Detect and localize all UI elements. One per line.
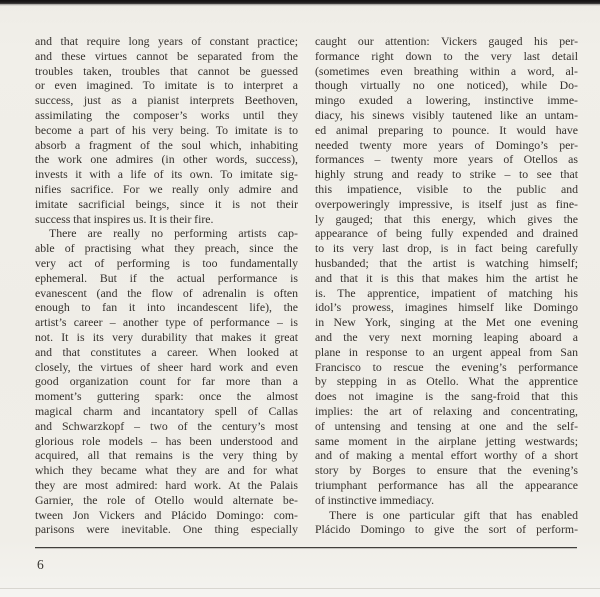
text-line: implies: the art of relaxing and concentrating, <box>315 403 578 418</box>
text-line: story by Borges to ensure that the evening’s <box>315 463 578 478</box>
text-line: which they became what they are and for what <box>35 463 298 478</box>
text-line: ly gauged; that this energy, which gives the <box>315 211 578 226</box>
text-line: of untensing and tensing at one and the self- <box>315 418 578 433</box>
text-line: and that require long years of constant practice; <box>35 34 298 48</box>
text-line: highly strung and ready to strike – to see that <box>315 167 578 182</box>
text-line: they are most admired: hard work. At the Palais <box>35 477 298 492</box>
text-line: success, just as a pianist interprets Beethoven, <box>35 93 298 108</box>
text-line: parisons were inevitable. One thing especially <box>35 522 298 537</box>
text-line: There are really no performing artists cap- <box>49 226 298 241</box>
text-line: mingo exuded a lowering, instinctive imme- <box>315 93 578 108</box>
text-column-left <box>35 34 298 537</box>
text-line: tween Jon Vickers and Plácido Domingo: com- <box>35 507 298 522</box>
text-line: triumphant performance has all the appearance <box>315 477 578 492</box>
text-line: though virtually no one noticed), while Do- <box>315 78 578 93</box>
text-line: moment’s guttering spark: once the almost <box>35 389 298 404</box>
text-line: closely, the virtues of sheer hard work and even <box>35 359 298 374</box>
text-line: and that constitutes a career. When looked at <box>35 344 298 359</box>
text-line: absorb a fragment of the soul which, inhabiting <box>35 137 298 152</box>
text-line: imitate sacrificial beings, since it is not their <box>35 196 298 211</box>
text-line: very act of performing is too fundamentally <box>35 255 298 270</box>
text-line: invests it with a life of its own. To imitate sig- <box>35 167 298 182</box>
text-line: Francisco to rescue the evening’s performance <box>315 359 578 374</box>
text-line: formances – twenty more years of Otellos as <box>315 152 578 167</box>
text-line: There is one particular gift that has enabled <box>329 507 578 522</box>
text-line: troubles taken, troubles that cannot be guessed <box>35 63 298 78</box>
text-line: magical charm and incantatory spell of Callas <box>35 403 298 418</box>
text-line: in New York, singing at the Met one evening <box>315 315 578 330</box>
scan-edge-top-shadow <box>0 4 600 6</box>
text-line: and these virtues cannot be separated from the <box>35 48 298 63</box>
text-line: evanescent (and the flow of adrenalin is often <box>35 285 298 300</box>
text-line: glorious role models – has been understood and <box>35 433 298 448</box>
text-line: appearance of being fully expended and drained <box>315 226 578 241</box>
text-line: husbanded; that the artist is watching himself; <box>315 255 578 270</box>
page-text <box>35 34 578 537</box>
text-line: of instinctive immediacy. <box>315 492 435 507</box>
text-line: success that inspires us. It is their fire. <box>35 211 214 226</box>
text-line: diacy, his sinews visibly tautened like an untam- <box>315 107 578 122</box>
text-line: or even imagined. To imitate is to interpret a <box>35 78 298 93</box>
text-line: Garnier, the role of Otello would alternate be- <box>35 492 298 507</box>
text-line: caught our attention: Vickers gauged his per- <box>315 34 578 48</box>
text-line: enough to fan it into incandescent life), the <box>35 300 298 315</box>
text-line: ephemeral. But if the actual performance is <box>35 270 298 285</box>
text-line: this impatience, visible to the public and <box>315 181 578 196</box>
text-line: nifies sacrifice. For we really only admire and <box>35 181 298 196</box>
text-line: does not imagine is the sang-froid that this <box>315 389 578 404</box>
page-number: 6 <box>37 557 44 572</box>
text-line: not. It is its very durability that makes it great <box>35 329 298 344</box>
text-line: ed animal preparing to pounce. It would have <box>315 122 578 137</box>
footer-rule <box>35 547 577 548</box>
text-line: plane in response to an urgent appeal from San <box>315 344 578 359</box>
text-line: the work one admires (in other words, success), <box>35 152 298 167</box>
text-line: is. The apprentice, impatient of matching his <box>315 285 578 300</box>
text-line: become a part of his very being. To imitate is to <box>35 122 298 137</box>
text-column-right <box>315 34 578 537</box>
text-line: artist’s career – another type of performance – is <box>35 315 298 330</box>
text-line: Plácido Domingo to give the sort of perform- <box>315 522 578 537</box>
text-line: good organization count for far more than a <box>35 374 298 389</box>
text-line: idol’s prowess, imagines himself like Domingo <box>315 300 578 315</box>
scan-edge-bottom <box>0 588 600 597</box>
text-line: to its very last drop, is in fact being carefully <box>315 241 578 256</box>
text-line: able of practising what they preach, since the <box>35 241 298 256</box>
text-line: (sometimes even breathing within a word, al- <box>315 63 578 78</box>
text-line: and that it is this that makes him the artist he <box>315 270 578 285</box>
text-line: and the very next morning leaping aboard a <box>315 329 578 344</box>
text-line: overpoweringly impressive, is itself just as fine- <box>315 196 578 211</box>
text-line: acquired, all that remains is the very thing by <box>35 448 298 463</box>
text-line: needed twenty more years of Domingo’s per- <box>315 137 578 152</box>
text-line: by stepping in as Otello. What the apprentice <box>315 374 578 389</box>
text-line: formance right down to the very last detail <box>315 48 578 63</box>
text-line: and of making a mental effort worthy of a short <box>315 448 578 463</box>
text-line: and Schwarzkopf – two of the century’s most <box>35 418 298 433</box>
text-line: assimilating the composer’s works until they <box>35 107 298 122</box>
text-line: same moment in the airplane jetting westwards; <box>315 433 578 448</box>
